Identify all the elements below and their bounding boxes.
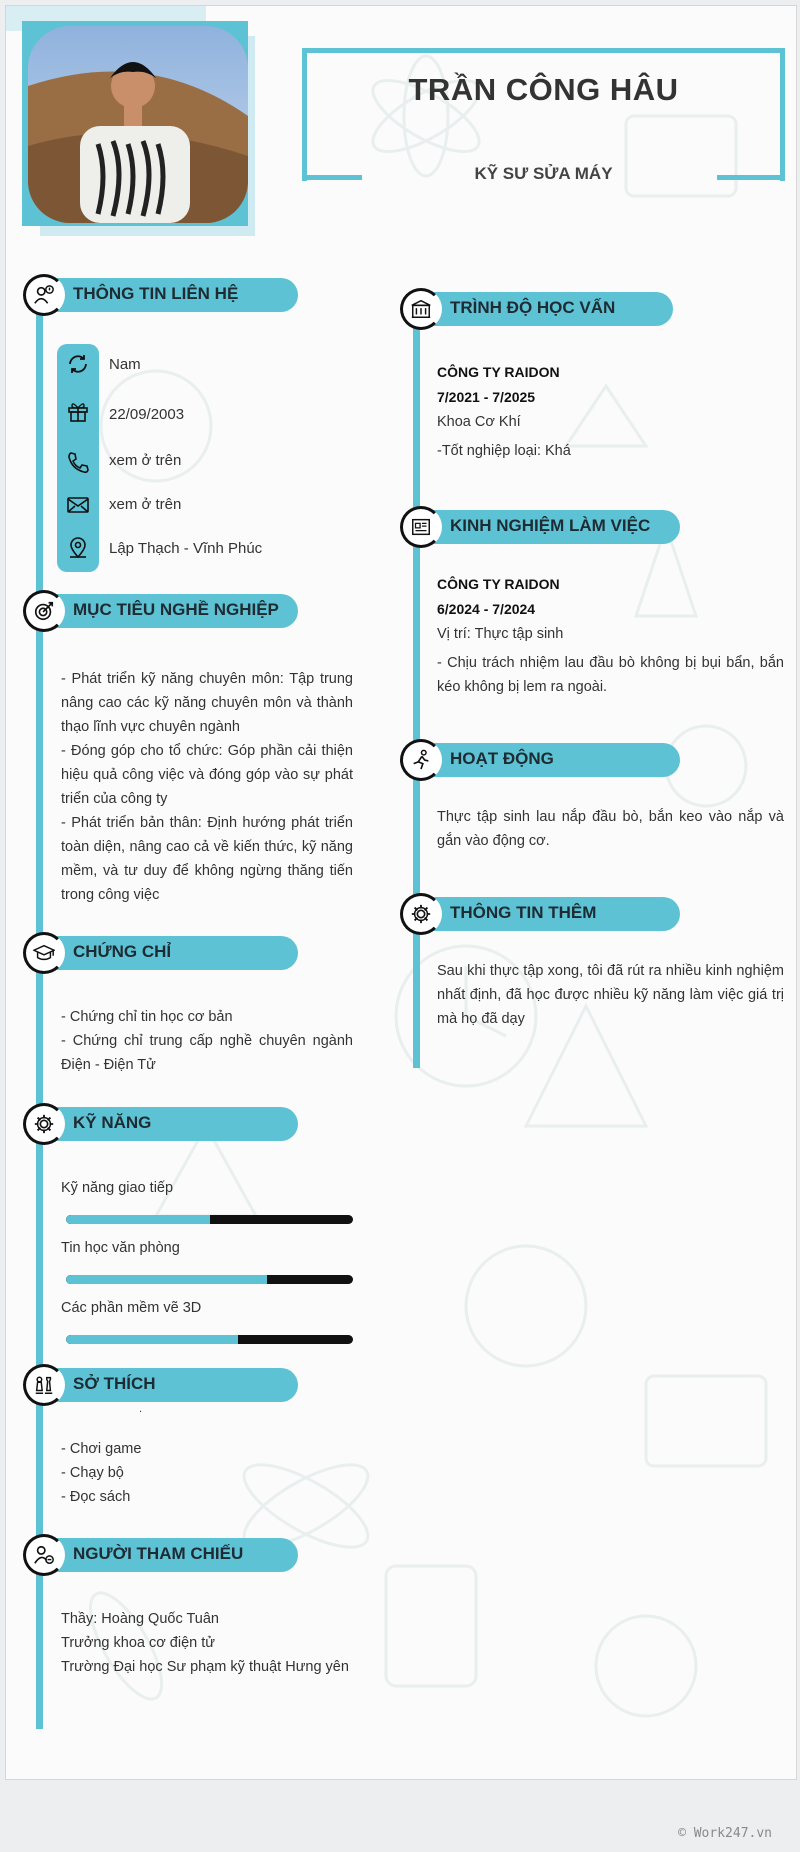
contact-gender: Nam — [109, 356, 141, 373]
section-icon-circle — [400, 506, 442, 548]
target-icon — [33, 600, 55, 622]
skill-name: Tin học văn phòng — [61, 1240, 180, 1256]
education-org: CÔNG TY RAIDON — [437, 364, 560, 380]
graduation-cap-icon — [33, 942, 55, 964]
skill-bar-fill — [66, 1335, 238, 1344]
hobbies-text: - Chơi game - Chạy bộ - Đọc sách — [61, 1441, 142, 1505]
skill-bar-fill — [66, 1275, 267, 1284]
education-detail: -Tốt nghiệp loại: Khá — [437, 443, 571, 459]
section-title: THÔNG TIN LIÊN HỆ — [73, 284, 239, 303]
extra-info-text: Sau khi thực tập xong, tôi đã rút ra nhiều kinh nghiệm nhất định, đã học được nhiều kỹ năng làm việc giá trị mà họ đã dạy — [437, 963, 784, 1027]
skill-name: Các phần mềm vẽ 3D — [61, 1300, 202, 1316]
contact-phone: xem ở trên — [109, 452, 182, 469]
activities-text: Thực tập sinh lau nắp đầu bò, bắn keo vào nắp và gắn vào động cơ. — [437, 809, 784, 849]
user-reference-icon — [33, 1544, 55, 1566]
running-icon — [410, 749, 432, 771]
skill-bar — [66, 1215, 353, 1224]
footer-credit: © Work247.vn — [678, 1826, 772, 1841]
section-title: MỤC TIÊU NGHỀ NGHIỆP — [73, 600, 279, 619]
section-title: KỸ NĂNG — [73, 1113, 152, 1132]
gender-icon — [66, 352, 90, 376]
section-icon-circle — [23, 1364, 65, 1406]
contact-email: xem ở trên — [109, 496, 182, 513]
skill-bar-fill — [66, 1215, 210, 1224]
experience-org: CÔNG TY RAIDON — [437, 576, 560, 592]
hobbies-dot: . — [139, 1403, 143, 1415]
contact-birthday: 22/09/2003 — [109, 406, 185, 423]
name-box — [302, 48, 785, 181]
skill-bar — [66, 1275, 353, 1284]
gear-icon — [33, 1113, 55, 1135]
section-title: NGƯỜI THAM CHIẾU — [73, 1544, 244, 1563]
section-icon-circle — [23, 274, 65, 316]
certificates-text: - Chứng chỉ tin học cơ bản - Chứng chỉ trung cấp nghề chuyên ngành Điện - Điện Tử — [61, 1009, 353, 1073]
phone-icon — [66, 450, 90, 474]
references-text: Thầy: Hoàng Quốc Tuân Trưởng khoa cơ điện tử Trường Đại học Sư phạm kỹ thuật Hưng yên — [61, 1611, 349, 1675]
cv-page — [5, 5, 797, 1780]
section-title: HOẠT ĐỘNG — [450, 749, 554, 768]
section-icon-circle — [23, 1534, 65, 1576]
education-period: 7/2021 - 7/2025 — [437, 389, 536, 405]
section-title: KINH NGHIỆM LÀM VIỆC — [450, 516, 651, 535]
skill-name: Kỹ năng giao tiếp — [61, 1180, 174, 1196]
email-icon — [66, 493, 90, 517]
gift-icon — [66, 399, 90, 423]
education-dept: Khoa Cơ Khí — [437, 414, 521, 430]
experience-period: 6/2024 - 7/2024 — [437, 601, 536, 617]
section-icon-circle — [23, 590, 65, 632]
full-name: TRẦN CÔNG HÂU — [408, 72, 679, 107]
section-icon-circle — [400, 288, 442, 330]
school-icon — [410, 298, 432, 320]
section-icon-circle — [23, 932, 65, 974]
left-timeline — [36, 284, 43, 1729]
skill-bar — [66, 1335, 353, 1344]
objective-text: - Phát triển kỹ năng chuyên môn: Tập trung nâng cao các kỹ năng chuyên môn và thành thạo lĩnh vực chuyên ngành - Đóng góp cho tổ chức: Góp phần cải thiện hiệu quả công việc và đóng góp vào sự phát triển của công ty - Phát triển bản thân: Định hướng phát triển toàn diện, nâng cao cả về kiến thức, kỹ năng mềm, và tư duy để không ngừng thăng tiến trong công việc — [61, 671, 353, 903]
section-icon-circle — [400, 739, 442, 781]
job-title: KỸ SƯ SỬA MÁY — [474, 164, 613, 183]
gear-icon — [410, 903, 432, 925]
section-title: CHỨNG CHỈ — [73, 942, 172, 961]
location-icon — [66, 536, 90, 560]
document-icon — [410, 516, 432, 538]
contact-address: Lập Thạch - Vĩnh Phúc — [109, 540, 263, 557]
right-timeline — [413, 298, 420, 1068]
section-icon-circle — [23, 1103, 65, 1145]
experience-detail: - Chịu trách nhiệm lau đầu bò không bị bụi bẩn, bắn kéo không bị lem ra ngoài. — [437, 655, 784, 695]
chess-icon — [33, 1374, 55, 1396]
section-title: THÔNG TIN THÊM — [450, 903, 597, 922]
section-icon-circle — [400, 893, 442, 935]
contact-info-icon — [33, 284, 55, 306]
section-title: SỞ THÍCH — [73, 1374, 156, 1393]
profile-photo — [28, 26, 248, 223]
section-title: TRÌNH ĐỘ HỌC VẤN — [450, 298, 616, 317]
experience-position: Vị trí: Thực tập sinh — [437, 626, 564, 642]
